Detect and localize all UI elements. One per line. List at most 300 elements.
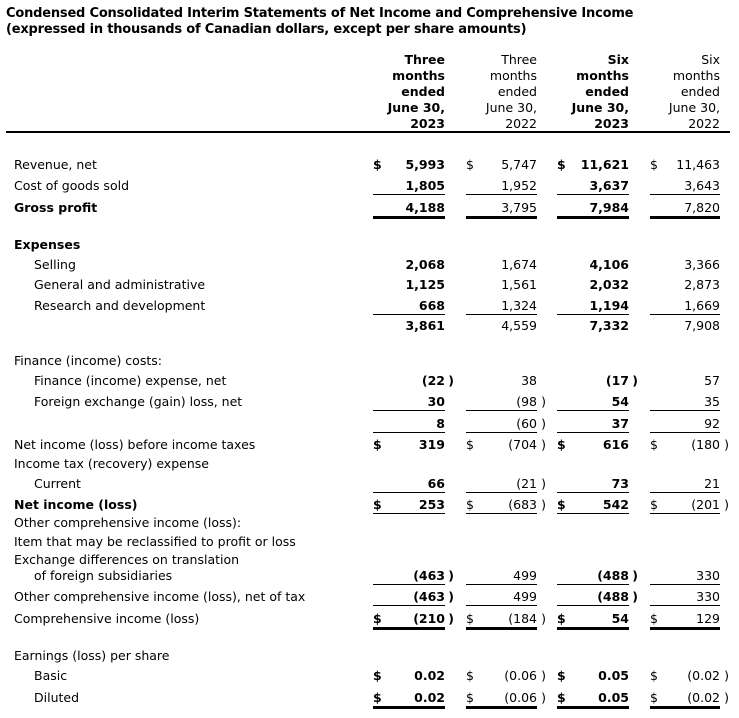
value: 542	[602, 497, 629, 512]
value: 4,106	[589, 257, 629, 272]
close-paren: )	[632, 568, 638, 583]
value: (17	[605, 373, 629, 388]
row-label: Cost of goods sold	[14, 178, 130, 193]
statement-row	[0, 317, 739, 335]
statement-row	[0, 276, 739, 294]
double-underline	[650, 216, 720, 219]
value: 7,908	[684, 318, 720, 333]
value: 3,795	[501, 200, 537, 215]
close-paren: )	[724, 497, 729, 512]
row-label: Net income (loss) before income taxes	[14, 437, 256, 452]
single-underline	[466, 314, 537, 315]
value: 54	[611, 611, 629, 626]
statement-row	[0, 436, 739, 454]
column-header-line: months	[392, 68, 445, 83]
dollar-sign: $	[557, 497, 566, 512]
value: 0.02	[414, 690, 445, 705]
value-cell	[466, 689, 546, 707]
single-underline	[373, 584, 445, 585]
value-cell	[466, 496, 546, 514]
value-cell	[373, 199, 445, 217]
value: 668	[418, 298, 445, 313]
close-paren: )	[448, 589, 454, 604]
value-cell	[466, 372, 537, 390]
statement-row	[0, 352, 739, 370]
value-cell	[373, 475, 445, 493]
value-cell	[466, 567, 537, 585]
dollar-sign: $	[557, 690, 566, 705]
value-cell	[557, 372, 638, 390]
double-underline	[466, 627, 537, 630]
statement-row	[0, 455, 739, 473]
close-paren: )	[724, 668, 729, 683]
close-paren: )	[632, 589, 638, 604]
value: (488	[597, 589, 629, 604]
column-header-line: June 30,	[387, 100, 445, 115]
value-cell	[373, 689, 445, 707]
dollar-sign: $	[557, 157, 566, 172]
column-header-line: ended	[680, 84, 720, 99]
value-cell	[557, 689, 629, 707]
column-header-line: June 30,	[571, 100, 629, 115]
column-header-line: 2023	[594, 116, 629, 131]
column-header-line: Three	[501, 52, 537, 67]
value-cell	[557, 156, 629, 174]
value-cell	[650, 199, 720, 217]
value: 319	[418, 437, 445, 452]
value: (488	[597, 568, 629, 583]
dollar-sign: $	[650, 437, 658, 452]
value-cell	[557, 256, 629, 274]
value: 0.05	[598, 690, 629, 705]
value: 1,324	[501, 298, 537, 313]
row-label: Earnings (loss) per share	[14, 648, 170, 663]
value-cell	[650, 415, 720, 433]
value: 1,125	[405, 277, 445, 292]
value-cell	[557, 415, 629, 433]
statement-title	[6, 6, 633, 38]
column-header-line: Six	[607, 52, 629, 67]
single-underline	[466, 410, 537, 411]
value-cell	[557, 567, 638, 585]
value: 253	[418, 497, 445, 512]
value-cell	[557, 297, 629, 315]
column-header	[355, 52, 445, 132]
value: (463	[413, 589, 445, 604]
value: 35	[704, 394, 720, 409]
dollar-sign: $	[557, 611, 566, 626]
value: 4,188	[405, 200, 445, 215]
value: (21	[516, 476, 537, 491]
row-label: Comprehensive income (loss)	[14, 611, 200, 626]
close-paren: )	[541, 437, 546, 452]
value: (201	[691, 497, 720, 512]
value: 73	[611, 476, 629, 491]
value: 21	[704, 476, 720, 491]
dollar-sign: $	[466, 611, 474, 626]
value: 3,366	[684, 257, 720, 272]
value-cell	[466, 177, 537, 195]
dollar-sign: $	[373, 611, 382, 626]
value-cell	[466, 436, 546, 454]
single-underline	[373, 194, 445, 195]
single-underline	[557, 605, 629, 606]
statement-row	[0, 588, 739, 606]
single-underline	[373, 410, 445, 411]
value: 0.05	[598, 668, 629, 683]
statement-row	[0, 393, 739, 411]
value: 499	[513, 568, 537, 583]
value-cell	[650, 689, 729, 707]
statement-row	[0, 199, 739, 217]
dollar-sign: $	[466, 497, 474, 512]
close-paren: )	[541, 497, 546, 512]
column-header-line: ended	[497, 84, 537, 99]
column-header-line: 2022	[505, 116, 537, 131]
value: (683	[508, 497, 537, 512]
double-underline	[373, 706, 445, 709]
single-underline	[466, 432, 537, 433]
single-underline	[650, 410, 720, 411]
value: 8	[436, 416, 445, 431]
column-header-line: ended	[401, 84, 445, 99]
value: 38	[521, 373, 537, 388]
close-paren: )	[541, 611, 546, 626]
column-header-line: months	[576, 68, 629, 83]
value-cell	[373, 177, 445, 195]
row-label: Diluted	[34, 690, 80, 705]
double-underline	[466, 706, 537, 709]
value: (0.02	[687, 690, 720, 705]
dollar-sign: $	[373, 668, 382, 683]
value: 330	[696, 589, 720, 604]
row-label: Revenue, net	[14, 157, 97, 172]
value-cell	[466, 610, 546, 628]
value: 499	[513, 589, 537, 604]
row-label: Item that may be reclassified to profit or loss	[14, 534, 296, 549]
statement-row	[0, 533, 739, 551]
value: (0.06	[504, 690, 537, 705]
value: 129	[696, 611, 720, 626]
value: 3,637	[589, 178, 629, 193]
value-cell	[373, 256, 445, 274]
value: 7,820	[684, 200, 720, 215]
column-header-line: months	[672, 68, 720, 83]
title-line-1: Condensed Consolidated Interim Statements of Net Income and Comprehensive Income	[6, 6, 634, 21]
row-label: Income tax (recovery) expense	[14, 456, 209, 471]
single-underline	[557, 492, 629, 493]
value-cell	[650, 372, 720, 390]
value-cell	[557, 199, 629, 217]
row-label: Current	[34, 476, 81, 491]
value-cell	[373, 567, 454, 585]
value: 4,559	[501, 318, 537, 333]
double-underline	[557, 627, 629, 630]
single-underline	[373, 605, 445, 606]
row-label: Selling	[34, 257, 76, 272]
double-underline	[466, 216, 537, 219]
value-cell	[650, 156, 720, 174]
value-cell	[650, 436, 729, 454]
dollar-sign: $	[466, 437, 474, 452]
value: 5,993	[405, 157, 445, 172]
statement-row	[0, 689, 739, 707]
value: 616	[602, 437, 629, 452]
single-underline	[466, 605, 537, 606]
value: 11,621	[580, 157, 629, 172]
value: (184	[508, 611, 537, 626]
row-label: Foreign exchange (gain) loss, net	[34, 394, 243, 409]
value: 330	[696, 568, 720, 583]
value-cell	[557, 475, 629, 493]
row-label: Research and development	[34, 298, 206, 313]
row-label: Finance (income) expense, net	[34, 373, 227, 388]
value: (463	[413, 568, 445, 583]
value-cell	[373, 156, 445, 174]
value-cell	[373, 436, 445, 454]
column-header-line: Three	[404, 52, 445, 67]
column-header	[447, 52, 537, 132]
value: 5,747	[501, 157, 537, 172]
close-paren: )	[724, 437, 729, 452]
double-underline	[373, 216, 445, 219]
value-cell	[373, 393, 445, 411]
value: 1,952	[501, 178, 537, 193]
value-cell	[466, 256, 537, 274]
double-underline	[650, 627, 720, 630]
value-cell	[466, 475, 546, 493]
double-underline	[650, 706, 720, 709]
value-cell	[373, 297, 445, 315]
single-underline	[557, 314, 629, 315]
title-line-2: (expressed in thousands of Canadian dollars, except per share amounts)	[6, 22, 527, 37]
statement-row	[0, 610, 739, 628]
value: 2,873	[684, 277, 720, 292]
value: 11,463	[676, 157, 720, 172]
single-underline	[466, 492, 537, 493]
value-cell	[373, 610, 454, 628]
double-underline	[557, 706, 629, 709]
value-cell	[373, 317, 445, 335]
value-cell	[373, 496, 445, 514]
dollar-sign: $	[373, 437, 382, 452]
value: 1,194	[589, 298, 629, 313]
value: 57	[704, 373, 720, 388]
close-paren: )	[541, 394, 546, 409]
single-underline	[557, 432, 629, 433]
value: (98	[516, 394, 537, 409]
value: 54	[611, 394, 629, 409]
statement-row	[0, 236, 739, 254]
close-paren: )	[724, 690, 729, 705]
dollar-sign: $	[466, 668, 474, 683]
column-header-line: 2023	[410, 116, 445, 131]
value-cell	[373, 372, 454, 390]
value-cell	[466, 415, 546, 433]
close-paren: )	[541, 416, 546, 431]
row-label: Other comprehensive income (loss), net of tax	[14, 589, 306, 604]
dollar-sign: $	[557, 668, 566, 683]
value: 3,643	[684, 178, 720, 193]
single-underline	[557, 410, 629, 411]
header-rule	[6, 131, 730, 133]
row-label: Expenses	[14, 237, 81, 252]
close-paren: )	[448, 373, 454, 388]
value-cell	[373, 276, 445, 294]
row-label: Other comprehensive income (loss):	[14, 515, 242, 530]
value-cell	[466, 317, 537, 335]
value-cell	[650, 588, 720, 606]
single-underline	[650, 432, 720, 433]
single-underline	[650, 314, 720, 315]
statement-row	[0, 475, 739, 493]
value: 1,669	[684, 298, 720, 313]
dollar-sign: $	[373, 690, 382, 705]
column-header-line: months	[489, 68, 537, 83]
dollar-sign: $	[650, 668, 658, 683]
single-underline	[373, 492, 445, 493]
statement-row	[0, 156, 739, 174]
value: 7,984	[589, 200, 629, 215]
value-cell	[466, 156, 537, 174]
dollar-sign: $	[466, 157, 474, 172]
value: 1,805	[405, 178, 445, 193]
value: 2,032	[589, 277, 629, 292]
dollar-sign: $	[557, 437, 566, 452]
value: 1,674	[501, 257, 537, 272]
value: 92	[704, 416, 720, 431]
value: (22	[421, 373, 445, 388]
row-label: Basic	[34, 668, 68, 683]
single-underline	[373, 314, 445, 315]
value-cell	[466, 276, 537, 294]
value-cell	[557, 588, 638, 606]
column-header-line: 2022	[688, 116, 720, 131]
value-cell	[650, 256, 720, 274]
double-underline	[373, 627, 445, 630]
close-paren: )	[541, 690, 546, 705]
value-cell	[650, 317, 720, 335]
value-cell	[650, 276, 720, 294]
value: (0.06	[504, 668, 537, 683]
value-cell	[466, 588, 537, 606]
dollar-sign: $	[373, 497, 382, 512]
value-cell	[557, 317, 629, 335]
row-label: of foreign subsidiaries	[34, 568, 173, 583]
value: 3,861	[405, 318, 445, 333]
close-paren: )	[541, 476, 546, 491]
dollar-sign: $	[650, 690, 658, 705]
value: (60	[516, 416, 537, 431]
close-paren: )	[448, 611, 454, 626]
dollar-sign: $	[373, 157, 382, 172]
value-cell	[557, 610, 629, 628]
value-cell	[650, 393, 720, 411]
statement-row	[0, 667, 739, 685]
value-cell	[650, 475, 720, 493]
statement-row	[0, 372, 739, 390]
value-cell	[650, 567, 720, 585]
value-cell	[557, 436, 629, 454]
column-header-line: Six	[701, 52, 720, 67]
value-cell	[557, 393, 629, 411]
value: (210	[413, 611, 445, 626]
close-paren: )	[632, 373, 638, 388]
value-cell	[650, 297, 720, 315]
value-cell	[650, 177, 720, 195]
value: 66	[427, 476, 445, 491]
value: 30	[427, 394, 445, 409]
value: (704	[508, 437, 537, 452]
statement-row	[0, 256, 739, 274]
value: (180	[691, 437, 720, 452]
value-cell	[466, 297, 537, 315]
value: 1,561	[501, 277, 537, 292]
value-cell	[373, 415, 445, 433]
single-underline	[557, 584, 629, 585]
row-label: General and administrative	[34, 277, 206, 292]
value-cell	[466, 393, 546, 411]
single-underline	[650, 492, 720, 493]
statement-row	[0, 496, 739, 514]
value: 37	[611, 416, 629, 431]
single-underline	[650, 584, 720, 585]
value-cell	[557, 177, 629, 195]
single-underline	[466, 584, 537, 585]
statement-row	[0, 514, 739, 532]
value-cell	[557, 496, 629, 514]
statement-row	[0, 177, 739, 195]
single-underline	[373, 432, 445, 433]
single-underline	[466, 194, 537, 195]
column-header-line: June 30,	[485, 100, 537, 115]
row-label: Exchange differences on translation	[14, 552, 240, 567]
double-underline	[557, 216, 629, 219]
close-paren: )	[448, 568, 454, 583]
value: (0.02	[687, 668, 720, 683]
row-label: Net income (loss)	[14, 497, 138, 512]
value-cell	[373, 667, 445, 685]
value-cell	[557, 667, 629, 685]
value-cell	[650, 667, 729, 685]
row-label: Gross profit	[14, 200, 98, 215]
column-header	[630, 52, 720, 132]
value-cell	[650, 610, 720, 628]
row-label: Finance (income) costs:	[14, 353, 162, 368]
statement-row	[0, 567, 739, 585]
dollar-sign: $	[650, 497, 658, 512]
single-underline	[650, 605, 720, 606]
column-header-line: ended	[585, 84, 629, 99]
dollar-sign: $	[650, 611, 658, 626]
value-cell	[466, 199, 537, 217]
dollar-sign: $	[650, 157, 658, 172]
single-underline	[557, 194, 629, 195]
value-cell	[557, 276, 629, 294]
statement-row	[0, 647, 739, 665]
close-paren: )	[541, 668, 546, 683]
value: 0.02	[414, 668, 445, 683]
dollar-sign: $	[466, 690, 474, 705]
statement-row	[0, 415, 739, 433]
value: 7,332	[589, 318, 629, 333]
column-header	[539, 52, 629, 132]
value-cell	[650, 496, 729, 514]
column-header-line: June 30,	[668, 100, 720, 115]
value-cell	[373, 588, 454, 606]
value: 2,068	[405, 257, 445, 272]
statement-row	[0, 297, 739, 315]
